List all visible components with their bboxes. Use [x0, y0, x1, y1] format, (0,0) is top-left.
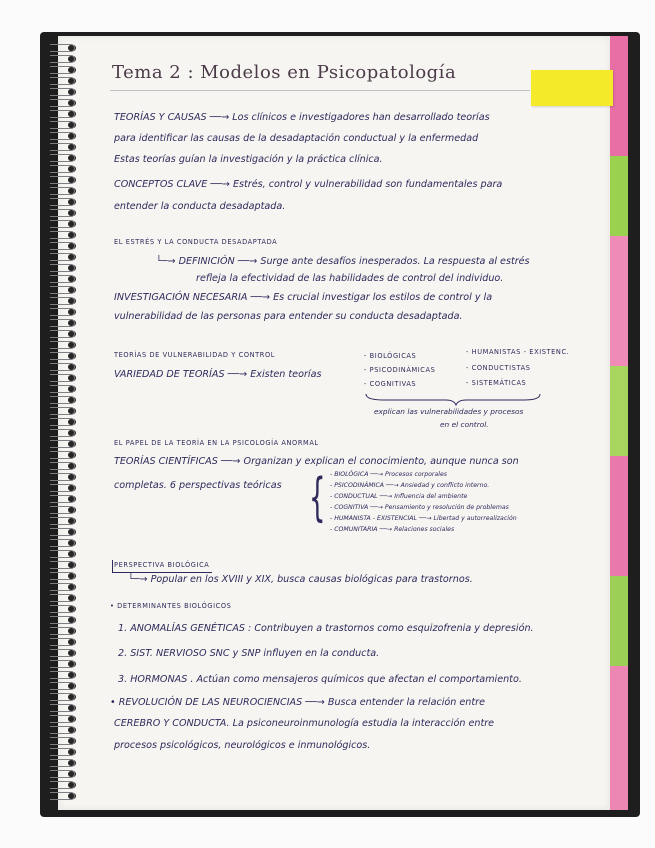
perspectiva-item-2: - PSICODINÁMICA ──→ Ansiedad y conflicto interno. [330, 482, 490, 489]
teorias-note-2: en el control. [440, 420, 489, 429]
teoria-humanistas: - HUMANISTAS - EXISTENC. [466, 348, 570, 356]
revolucion-line-3: procesos psicológicos, neurológicos e inmunológicos. [114, 740, 371, 751]
perspectiva-item-4: - COGNITIVA ──→ Pensamiento y resolución de problemas [330, 504, 509, 511]
spiral-coil [50, 264, 75, 272]
teoria-sistematicas: - SISTEMÁTICAS [466, 379, 527, 387]
spiral-coil [50, 374, 75, 382]
spiral-coil [50, 770, 75, 778]
spiral-coil [50, 671, 75, 679]
teoria-conductistas: - CONDUCTISTAS [466, 364, 531, 372]
spiral-coil [50, 396, 75, 404]
spiral-coil [50, 165, 75, 173]
revolucion-line-1: • REVOLUCIÓN DE LAS NEUROCIENCIAS ──→ Busca entender la relación entre [110, 697, 485, 708]
spiral-coil [50, 176, 75, 184]
tab-pink-3 [610, 456, 628, 576]
spiral-coil [50, 561, 75, 569]
tab-green-1 [610, 156, 628, 236]
spiral-coil [50, 517, 75, 525]
spiral-coil [50, 528, 75, 536]
spiral-coil [50, 231, 75, 239]
vulnerabilidad-heading: TEORÍAS DE VULNERABILIDAD Y CONTROL [114, 351, 276, 359]
page-title: Tema 2 : Modelos en Psicopatología [112, 62, 457, 83]
tab-green-2 [610, 366, 628, 456]
spiral-coil [50, 319, 75, 327]
spiral-coil [50, 495, 75, 503]
spiral-coil [50, 297, 75, 305]
spiral-coil [50, 605, 75, 613]
spiral-coil [50, 473, 75, 481]
spiral-coil [50, 220, 75, 228]
investigacion-line-1: INVESTIGACIÓN NECESARIA ──→ Es crucial investigar los estilos de control y la [114, 292, 493, 303]
spiral-coil [50, 154, 75, 162]
spiral-coil [50, 759, 75, 767]
perspectiva-biologica-heading: PERSPECTIVA BIOLÓGICA [114, 561, 210, 569]
spiral-coil [50, 781, 75, 789]
spiral-coil [50, 363, 75, 371]
tab-green-3 [610, 576, 628, 666]
perspectiva-biologica-box-bottom [112, 572, 212, 573]
investigacion-line-2: vulnerabilidad de las personas para entender su conducta desadaptada. [114, 311, 463, 322]
spiral-coil [50, 550, 75, 558]
teorias-causas-line-2: para identificar las causas de la desadaptación conductual y la enfermedad [114, 133, 479, 144]
spiral-coil [50, 539, 75, 547]
spiral-coil [50, 638, 75, 646]
spiral-coil [50, 198, 75, 206]
determinante-2: 2. SIST. NERVIOSO SNC y SNP influyen en la conducta. [118, 648, 380, 659]
spiral-coil [50, 715, 75, 723]
spiral-coil [50, 484, 75, 492]
teoria-biologicas: - BIOLÓGICAS [364, 352, 417, 360]
spiral-coil [50, 275, 75, 283]
determinante-3: 3. HORMONAS . Actúan como mensajeros químicos que afectan el comportamiento. [118, 674, 522, 685]
spiral-coil [50, 352, 75, 360]
teorias-note-1: explican las vulnerabilidades y procesos [374, 407, 524, 416]
spiral-coil [50, 572, 75, 580]
spiral-coil [50, 418, 75, 426]
determinantes-heading: • DETERMINANTES BIOLÓGICOS [110, 602, 232, 610]
spiral-coil [50, 187, 75, 195]
conceptos-clave-line-2: entender la conducta desadaptada. [114, 201, 286, 212]
determinante-1: 1. ANOMALÍAS GENÉTICAS : Contribuyen a trastornos como esquizofrenia y depresión. [118, 623, 534, 634]
spiral-coil [50, 88, 75, 96]
spiral-coil [50, 143, 75, 151]
spiral-coil [50, 704, 75, 712]
tab-pink-2 [610, 236, 628, 366]
spiral-coil [50, 132, 75, 140]
teoria-cognitivas: - COGNITIVAS [364, 380, 417, 388]
estres-heading: EL ESTRÉS Y LA CONDUCTA DESADAPTADA [114, 238, 278, 246]
spiral-coil [50, 77, 75, 85]
spiral-coil [50, 649, 75, 657]
spiral-coil [50, 330, 75, 338]
spiral-coil [50, 99, 75, 107]
spiral-coil [50, 748, 75, 756]
perspectiva-item-5: - HUMANISTA - EXISTENCIAL ──→ Libertad y autorrealización [330, 515, 517, 522]
spiral-coil [50, 792, 75, 800]
teorias-cientificas-line-1: TEORÍAS CIENTÍFICAS ──→ Organizan y explican el conocimiento, aunque nunca son [114, 456, 519, 467]
spiral-coil [50, 682, 75, 690]
spiral-coil [50, 429, 75, 437]
spiral-binding [44, 40, 78, 810]
perspectiva-item-3: - CONDUCTUAL ──→ Influencia del ambiente [330, 493, 468, 500]
teorias-underbrace [364, 392, 544, 406]
teorias-cientificas-line-2: completas. 6 perspectivas teóricas [114, 480, 282, 491]
revolucion-line-2: CEREBRO Y CONDUCTA. La psiconeuroinmunología estudia la interacción entre [114, 718, 495, 729]
spiral-coil [50, 462, 75, 470]
spiral-coil [50, 242, 75, 250]
perspectiva-item-6: - COMUNITARIA ──→ Relaciones sociales [330, 526, 455, 533]
title-underline [110, 90, 530, 91]
spiral-coil [50, 121, 75, 129]
spiral-coil [50, 451, 75, 459]
spiral-coil [50, 66, 75, 74]
definicion-line-1: └─→ DEFINICIÓN ──→ Surge ante desafíos inesperados. La respuesta al estrés [156, 256, 530, 267]
perspectiva-item-1: - BIOLÓGICA ──→ Procesos corporales [330, 471, 448, 478]
tab-pink-4 [610, 666, 628, 810]
spiral-coil [50, 726, 75, 734]
spiral-coil [50, 209, 75, 217]
papel-teoria-heading: EL PAPEL DE LA TEORÍA EN LA PSICOLOGÍA ANORMAL [114, 439, 319, 447]
sticky-note [531, 70, 613, 106]
spiral-coil [50, 55, 75, 63]
variedad-teorias: VARIEDAD DE TEORÍAS ──→ Existen teorías [114, 369, 322, 380]
spiral-coil [50, 385, 75, 393]
spiral-coil [50, 440, 75, 448]
spiral-coil [50, 627, 75, 635]
teorias-causas-line-1: TEORÍAS Y CAUSAS ──→ Los clínicos e investigadores han desarrollado teorías [114, 112, 490, 123]
perspectiva-biologica-box-left [112, 560, 113, 572]
spiral-coil [50, 44, 75, 52]
spiral-coil [50, 286, 75, 294]
perspectiva-biologica-desc: └─→ Popular en los XVIII y XIX, busca causas biológicas para trastornos. [128, 574, 473, 585]
notebook-page [58, 36, 610, 810]
colored-index-tabs [610, 36, 628, 810]
spiral-coil [50, 110, 75, 118]
conceptos-clave-line-1: CONCEPTOS CLAVE ──→ Estrés, control y vulnerabilidad son fundamentales para [114, 179, 503, 190]
teoria-psicodinamicas: - PSICODINÁMICAS [364, 366, 436, 374]
spiral-coil [50, 594, 75, 602]
spiral-coil [50, 583, 75, 591]
spiral-coil [50, 341, 75, 349]
spiral-coil [50, 660, 75, 668]
spiral-coil [50, 693, 75, 701]
spiral-coil [50, 308, 75, 316]
spiral-coil [50, 506, 75, 514]
spiral-coil [50, 253, 75, 261]
perspectivas-brace: { [309, 468, 326, 528]
spiral-coil [50, 737, 75, 745]
definicion-line-2: refleja la efectividad de las habilidades de control del individuo. [196, 273, 504, 284]
spiral-coil [50, 616, 75, 624]
spiral-coil [50, 407, 75, 415]
teorias-causas-line-3: Estas teorías guían la investigación y la práctica clínica. [114, 154, 383, 165]
